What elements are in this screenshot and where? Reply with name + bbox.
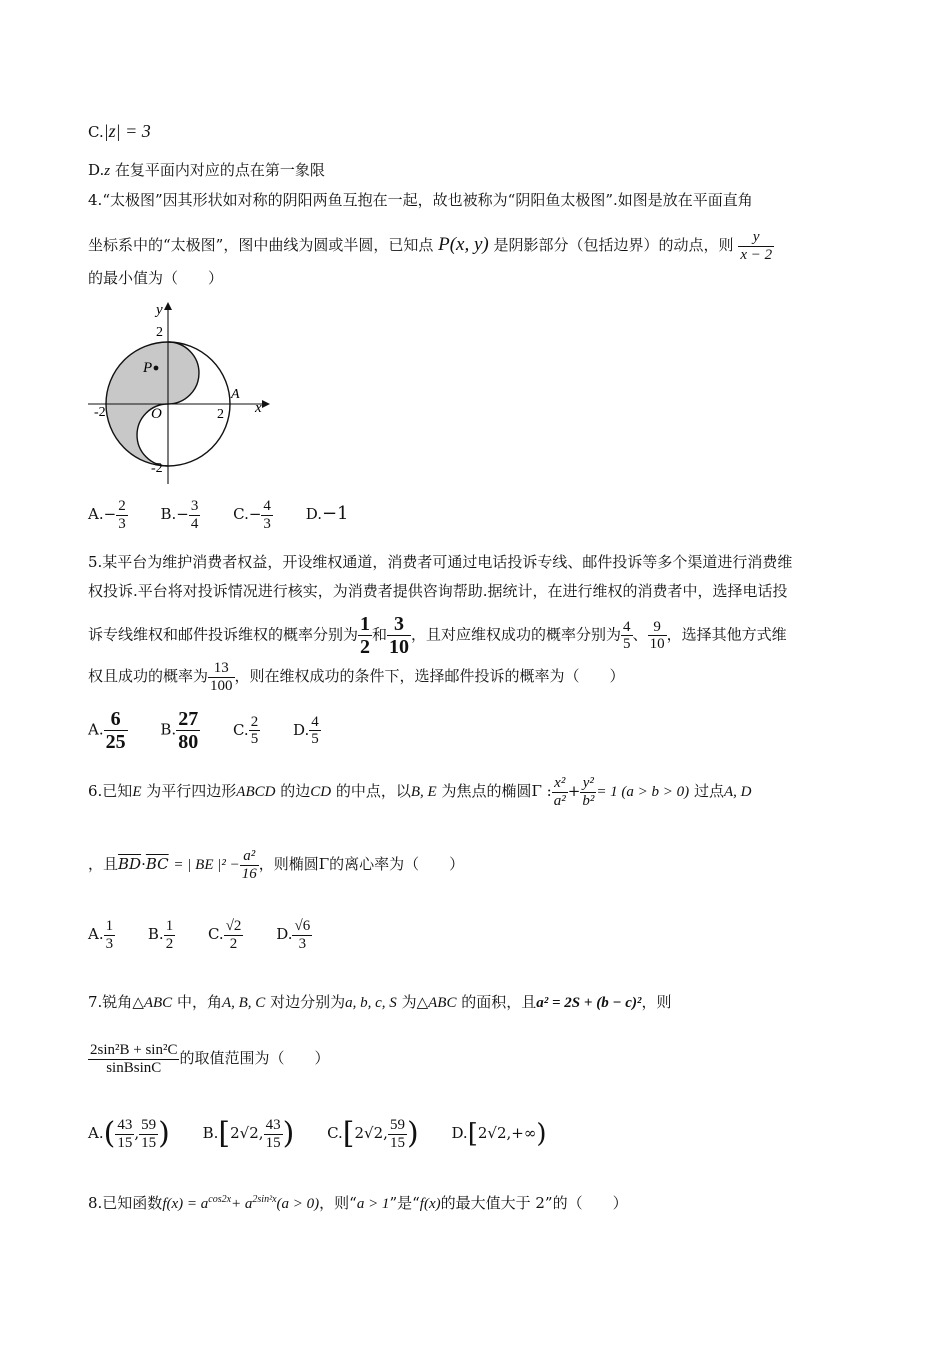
q4-line1: 4.“太极图”因其形状如对称的阴阳两鱼互抱在一起，故也被称为“阴阳鱼太极图”.如图是放在平面直角 <box>88 191 753 209</box>
q8-line1: 8.已知函数$f(x) = a^{cos2x}+ a^{2sin^2x}(a > 0)$，则“a > 1”是“f(x)的最大值大于 2”的（ ） <box>88 1194 628 1212</box>
q7-line2: $\frac{\text{2sin²B + sin²C}}{\text{sinBsinC}}$ 的取值范围为（ ） <box>90 1042 330 1076</box>
q6-line2: ，且$\overline{BD}\cdot\overline{BC}$ = | BE |² − $\frac{\text{a²}}{16}$ ，则椭圆Γ的离心率为（ ） <box>88 848 465 882</box>
q7-option-d: D.[2√2,+∞) <box>451 1119 547 1149</box>
q3-option-d: D.z 在复平面内对应的点在第一象限 <box>88 161 325 179</box>
q4-option-d: D.−1 <box>305 503 349 524</box>
q6-option-d: D. $\frac{√6}{3}$ <box>276 918 311 952</box>
q4-option-c: C.− $\frac{4}{3}$ <box>233 498 271 532</box>
q4-fraction: $\frac{y}{x - 2}$ <box>740 229 773 263</box>
q7-options <box>88 1117 575 1151</box>
q5-line4: 权且成功的概率为 $\frac{13}{100}$ ，则在维权成功的条件下，选择邮件投诉的概率为（ ） <box>88 660 625 694</box>
tick-neg-x: -2 <box>94 405 106 420</box>
point-a-label: A <box>231 387 240 402</box>
tick-neg-y: -2 <box>151 461 163 476</box>
q5-option-b: B. $\frac{27}{80}$ <box>160 708 199 753</box>
q5-line1: 5.某平台为维护消费者权益，开设维权通道，消费者可通过电话投诉专线、邮件投诉等多个渠道进行消费维 <box>88 553 793 571</box>
origin-label: O <box>151 406 162 422</box>
y-axis-arrow <box>164 302 172 310</box>
q6-option-a: A. $\frac{1}{3}$ <box>88 918 114 952</box>
q4-options <box>88 498 377 532</box>
q5-option-c: C. $\frac{2}{5}$ <box>232 713 259 747</box>
q7-option-c: C.[2√2, $\frac{59}{15}$ ) <box>327 1116 419 1151</box>
tick-pos-y: 2 <box>156 325 163 340</box>
q5-option-d: D. $\frac{4}{5}$ <box>292 713 319 747</box>
q4-option-b: B.− $\frac{3}{4}$ <box>160 498 199 532</box>
q6-options <box>88 918 340 952</box>
taiji-figure <box>88 298 278 486</box>
x-axis-arrow <box>262 400 270 408</box>
q7-option-b: B.[2√2, $\frac{43}{15}$ ) <box>202 1116 295 1151</box>
q6-option-b: B. $\frac{1}{2}$ <box>147 918 174 952</box>
y-axis-label: y <box>156 302 163 318</box>
q7-option-a: A.( $\frac{43}{15}$ , $\frac{59}{15}$ ) <box>88 1116 170 1151</box>
q4-option-a: A.− $\frac{2}{3}$ <box>88 498 126 532</box>
q6-option-c: C. $\frac{√2}{2}$ <box>207 918 242 952</box>
point-p-dot <box>154 366 159 371</box>
tick-pos-x: 2 <box>217 407 224 422</box>
q4-line3: 的最小值为（ ） <box>88 269 224 287</box>
q3-option-c: C.|z| = 3 <box>88 121 151 141</box>
q5-line2: 权投诉.平台将对投诉情况进行核实，为消费者提供咨询帮助.据统计，在进行维权的消费者中，选择电话投 <box>88 582 788 600</box>
q5-line3: 诉专线维权和邮件投诉维权的概率分别为 $\frac{1}{2}$ 和 $\frac{3}{10}$ ，且对应维权成功的概率分别为 $\frac{4}{5}$ 、 $\frac{9}{10}$ ，选择其他方式维 <box>88 613 787 658</box>
q7-line1: 7.锐角△ABC 中，角A, B, C 对边分别为a, b, c, S 为△ABC 的面积，且a² = 2S + (b − c)²，则 <box>88 993 672 1011</box>
q6-line1: 6.已知E 为平行四边形ABCD 的边CD 的中点，以B, E 为焦点的椭圆Γ : $\frac{\text{x²}}{\text{a²}}$ + $\frac{\text{y²}}{\text{b²}}$ = 1 (a > b > 0) 过点A, D <box>88 775 752 809</box>
x-axis-label: x <box>255 400 262 416</box>
q4-line2: 坐标系中的“太极图”，图中曲线为圆或半圆，已知点 P(x, y) 是阴影部分（包括边界）的动点，则 $\frac{y}{x - 2}$ <box>88 229 773 263</box>
q5-option-a: A. $\frac{6}{25}$ <box>88 708 126 753</box>
point-p-label: P <box>143 360 153 376</box>
q5-options <box>88 708 349 753</box>
